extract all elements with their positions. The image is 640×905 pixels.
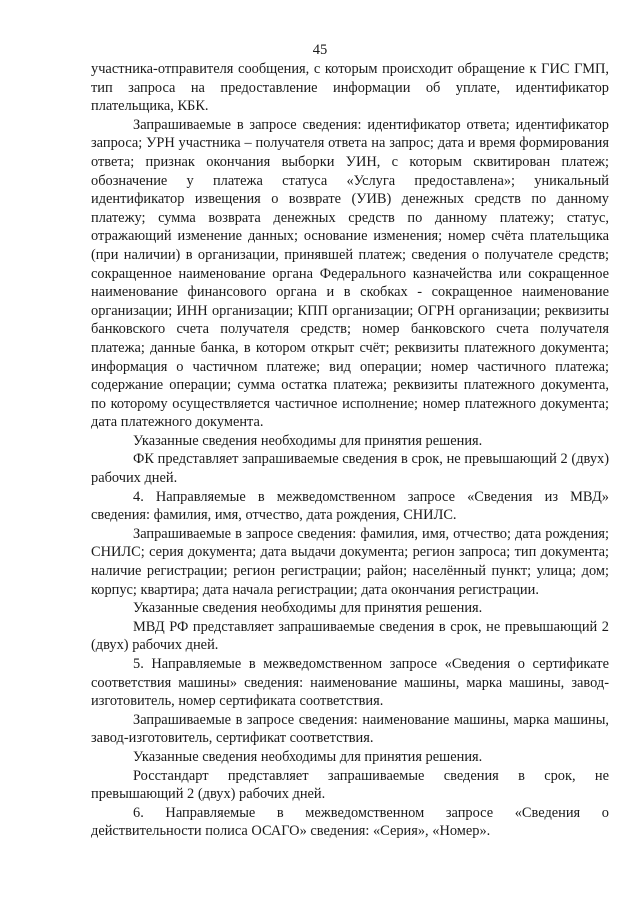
paragraph-item-6-osago-request: 6. Направляемые в межведомственном запросе «Сведения о действительности полиса ОСАГО» сведения: «Серия», «Номер». xyxy=(91,804,609,840)
paragraph-necessity-note: Указанные сведения необходимы для принятия решения. xyxy=(133,600,483,617)
paragraph-item-4-mvd-request: 4. Направляемые в межведомственном запросе «Сведения из МВД» сведения: фамилия, имя, отчество, дата рождения, СНИЛС. xyxy=(91,488,609,524)
paragraph-fk-deadline: ФК представляет запрашиваемые сведения в срок, не превышающий 2 (двух) рабочих дней. xyxy=(91,451,609,487)
page-number: 45 xyxy=(312,42,328,58)
paragraph-mvd-deadline: МВД РФ представляет запрашиваемые сведения в срок, не превышающий 2 (двух) рабочих дней. xyxy=(91,618,609,654)
paragraph-item-5-certificate-request: 5. Направляемые в межведомственном запросе «Сведения о сертификате соответствия машины» сведения: наименование машины, марка машины, завод-изготовитель, номер сертификата соответствия. xyxy=(91,656,609,710)
paragraph-requested-payment-info: Запрашиваемые в запросе сведения: идентификатор ответа; идентификатор запроса; УРН участника – получателя ответа на запрос; дата и время формирования ответа; признак окончания выборки УИН, с которым сквитирован платеж; обозначение у платежа статуса «Услуга предоставлена»; уникальный идентификатор извещения о возврате (УИВ) денежных средств по данному платежу; сумма возврата денежных средств по данному платежу; статус, отражающий изменение данных; основание изменения; номер счёта плательщика (при наличии) в организации, принявшей платеж; сведения о получателе средств; сокращенное наименование органа Федерального казначейства или сокращенное наименование финансового органа и в скобках - сокращенное наименование организации; ИНН организации; КПП организации; ОГРН организации; реквизиты банковского счета получателя средств; номер банковского счета получателя платежа; данные банка, в котором открыт счёт; реквизиты платежного документа; информация о частичном платеже; вид операции; номер частичного платежа; содержание операции; сумма остатка платежа; реквизиты платежного документа, по которому осуществляется частичное исполнение; номер платежного документа; дата платежного документа. xyxy=(91,116,609,431)
document-body xyxy=(91,60,609,841)
paragraph-continuation: участника-отправителя сообщения, с которым происходит обращение к ГИС ГМП, тип запроса на предоставление информации об уплате, идентификатор плательщика, КБК. xyxy=(91,61,609,115)
paragraph-necessity-note: Указанные сведения необходимы для принятия решения. xyxy=(133,432,483,449)
paragraph-requested-mvd-info: Запрашиваемые в запросе сведения: фамилия, имя, отчество; дата рождения; СНИЛС; серия документа; дата выдачи документа; регион запроса; тип документа; наличие регистрации; регион регистрации; район; населённый пункт; улица; дом; корпус; квартира; дата начала регистрации; дата окончания регистрации. xyxy=(91,525,609,598)
paragraph-rosstandart-deadline: Росстандарт представляет запрашиваемые сведения в срок, не превышающий 2 (двух) рабочих дней. xyxy=(91,767,609,803)
paragraph-necessity-note: Указанные сведения необходимы для принятия решения. xyxy=(133,748,483,765)
paragraph-requested-certificate-info: Запрашиваемые в запросе сведения: наименование машины, марка машины, завод-изготовитель, сертификат соответствия. xyxy=(91,711,609,747)
